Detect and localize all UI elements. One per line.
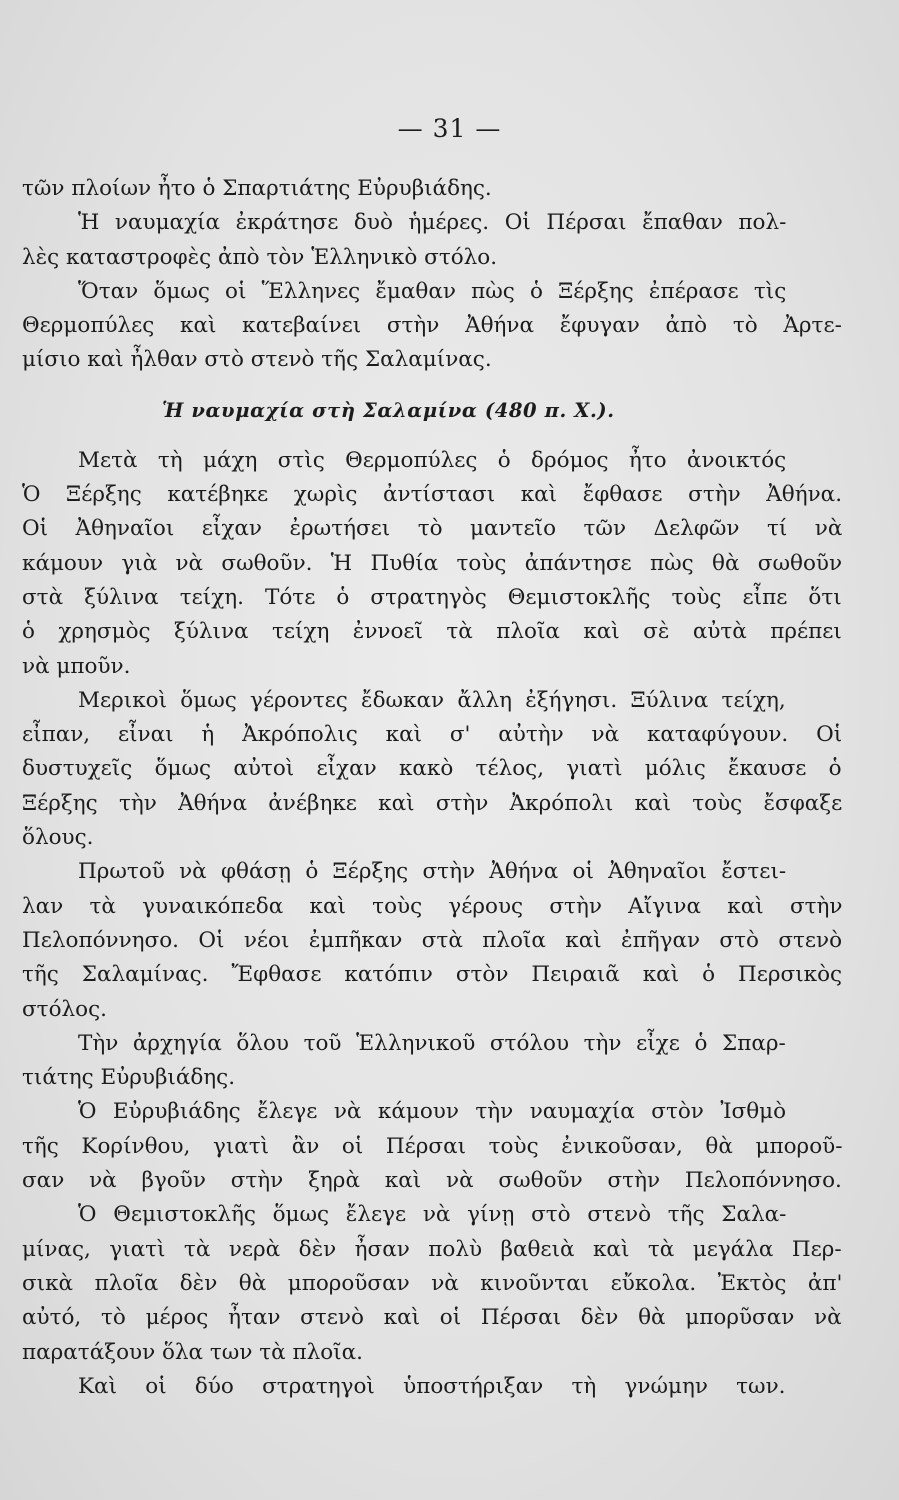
paragraphs-part-1 xyxy=(22,172,842,378)
text-line: Ὁ Θεμιστοκλῆς ὅμως ἔλεγε νὰ γίνῃ στὸ στενὸ τῆς Σαλα- xyxy=(78,1202,787,1228)
text-line: Καὶ οἱ δύο στρατηγοὶ ὑποστήριξαν τὴ γνώμην των. xyxy=(78,1373,786,1399)
text-line: εἶπαν, εἶναι ἡ Ἀκρόπολις καὶ σ' αὐτὴν νὰ καταφύγουν. Οἱ xyxy=(22,722,843,748)
page-number: — 31 — xyxy=(397,114,502,143)
text-line: στόλος. xyxy=(22,996,107,1022)
text-line: τιάτης Εὐρυβιάδης. xyxy=(22,1065,236,1091)
text-line: τῆς Σαλαμίνας. Ἔφθασε κατόπιν στὸν Πειραιᾶ καὶ ὁ Περσικὸς xyxy=(22,962,843,988)
text-line: Ὁ Εὐρυβιάδης ἔλεγε νὰ κάμουν τὴν ναυμαχία στὸν Ἰσθμὸ xyxy=(78,1099,787,1125)
body-text xyxy=(22,172,842,1404)
text-line: Πελοπόννησο. Οἱ νέοι ἐμπῆκαν στὰ πλοῖα καὶ ἐπῆγαν στὸ στενὸ xyxy=(22,927,843,953)
text-line: Θερμοπύλες καὶ κατεβαίνει στὴν Ἀθήνα ἔφυγαν ἀπὸ τὸ Ἀρτε- xyxy=(22,313,842,339)
text-line: Ὅταν ὅμως οἱ Ἕλληνες ἔμαθαν πὼς ὁ Ξέρξης ἐπέρασε τὶς xyxy=(78,278,787,304)
text-line: νὰ μποῦν. xyxy=(22,653,131,679)
section-heading: Ἡ ναυμαχία στὴ Σαλαμίνα (480 π. Χ.). xyxy=(162,398,615,422)
text-line: τῶν πλοίων ἦτο ὁ Σπαρτιάτης Εὐρυβιάδης. xyxy=(22,176,492,201)
text-line: Οἱ Ἀθηναῖοι εἶχαν ἐρωτήσει τὸ μαντεῖο τῶν Δελφῶν τί νὰ xyxy=(22,516,843,542)
text-line: ὅλους. xyxy=(22,825,94,851)
text-line: Μετὰ τὴ μάχη στὶς Θερμοπύλες ὁ δρόμος ἦτο ἀνοικτός xyxy=(78,447,787,473)
text-line: λαν τὰ γυναικόπεδα καὶ τοὺς γέρους στὴν Αἴγινα καὶ στὴν xyxy=(22,893,843,919)
text-line: σαν νὰ βγοῦν στὴν ξηρὰ καὶ νὰ σωθοῦν στὴν Πελοπόννησο. xyxy=(22,1168,842,1194)
text-line: ὁ χρησμὸς ξύλινα τείχη ἐννοεῖ τὰ πλοῖα καὶ σὲ αὐτὰ πρέπει xyxy=(22,619,842,645)
text-line: Ἡ ναυμαχία ἐκράτησε δυὸ ἡμέρες. Οἱ Πέρσαι ἔπαθαν πολ- xyxy=(78,210,787,236)
text-line: τῆς Κορίνθου, γιατὶ ἂν οἱ Πέρσαι τοὺς ἐνικοῦσαν, θὰ μποροῦ- xyxy=(22,1133,843,1159)
paragraphs-part-2 xyxy=(22,444,842,1404)
text-line: Πρωτοῦ νὰ φθάσῃ ὁ Ξέρξης στὴν Ἀθήνα οἱ Ἀθηναῖοι ἔστει- xyxy=(78,859,787,885)
text-line: δυστυχεῖς ὅμως αὐτοὶ εἶχαν κακὸ τέλος, γιατὶ μόλις ἔκαυσε ὁ xyxy=(22,756,842,782)
text-line: Ὁ Ξέρξης κατέβηκε χωρὶς ἀντίστασι καὶ ἔφθασε στὴν Ἀθήνα. xyxy=(22,482,843,508)
text-line: κάμουν γιὰ νὰ σωθοῦν. Ἡ Πυθία τοὺς ἀπάντησε πὼς θὰ σωθοῦν xyxy=(22,550,843,576)
text-line: λὲς καταστροφὲς ἀπὸ τὸν Ἑλληνικὸ στόλο. xyxy=(22,244,498,270)
text-line: παρατάξουν ὅλα των τὰ πλοῖα. xyxy=(22,1339,363,1365)
text-line: Ξέρξης τὴν Ἀθήνα ἀνέβηκε καὶ στὴν Ἀκρόπολι καὶ τοὺς ἔσφαξε xyxy=(22,790,843,816)
text-line: σικὰ πλοῖα δὲν θὰ μποροῦσαν νὰ κινοῦνται εὔκολα. Ἐκτὸς ἀπ' xyxy=(22,1270,843,1296)
text-line: μίσιο καὶ ἦλθαν στὸ στενὸ τῆς Σαλαμίνας. xyxy=(22,347,492,373)
text-line: μίνας, γιατὶ τὰ νερὰ δὲν ἦσαν πολὺ βαθειὰ καὶ τὰ μεγάλα Περ- xyxy=(22,1236,842,1262)
text-line: Τὴν ἀρχηγία ὅλου τοῦ Ἑλληνικοῦ στόλου τὴν εἶχε ὁ Σπαρ- xyxy=(78,1030,786,1056)
text-line: Μερικοὶ ὅμως γέροντες ἔδωκαν ἄλλη ἐξήγησι. Ξύλινα τείχη, xyxy=(78,687,786,713)
text-line: στὰ ξύλινα τείχη. Τότε ὁ στρατηγὸς Θεμιστοκλῆς τοὺς εἶπε ὅτι xyxy=(22,584,842,610)
text-line: αὐτό, τὸ μέρος ἦταν στενὸ καὶ οἱ Πέρσαι δὲν θὰ μπορῦσαν νὰ xyxy=(22,1305,842,1331)
